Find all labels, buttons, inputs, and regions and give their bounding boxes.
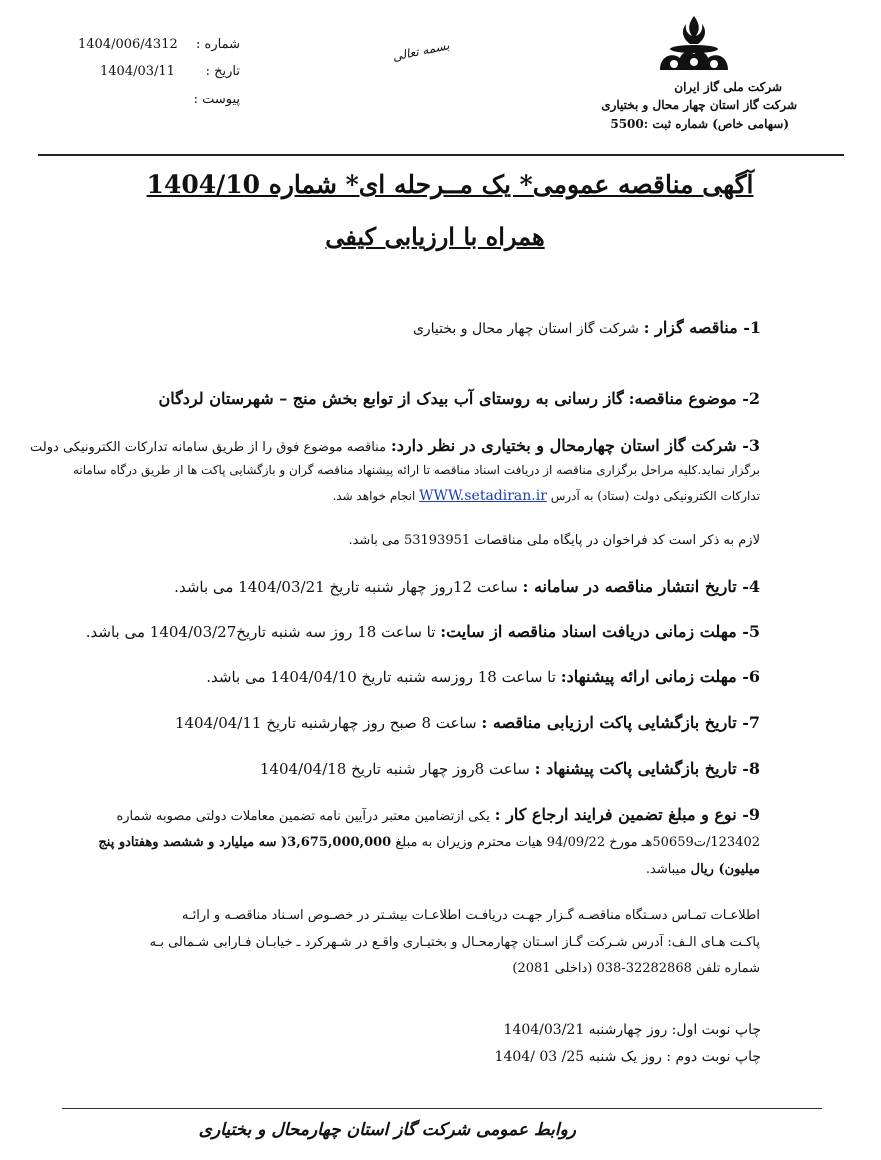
item-5-text: تا ساعت 18 روز سه شنبه تاریخ1404/03/27 می باشد. [85, 623, 436, 641]
company-registration: (سهامی خاص) شماره ثبت :5500 [610, 117, 789, 131]
item-4-text: ساعت 12روز چهار شنبه تاریخ 1404/03/21 می باشد. [174, 578, 518, 596]
item-3-line-2: برگزار نماید.کلیه مراحل برگزاری مناقصه از دریافت اسناد مناقصه تا ارائه پیشنهاد مناقصه گران و بازگشایی پاکت ها از طریق درگاه سامانه [72, 463, 760, 477]
item-9-line-3 [646, 862, 760, 877]
item-8 [260, 759, 760, 778]
item-8-text: ساعت 8روز چهار شنبه تاریخ 1404/04/18 [259, 760, 530, 778]
setadiran-link[interactable]: WWW.setadiran.ir [419, 488, 547, 504]
letter-date-label: تاریخ : [205, 64, 240, 79]
item-9-line-3-post: میباشد. [645, 862, 687, 877]
letter-attachment-label: پیوست : [193, 92, 240, 107]
letter-date-value: 1404/03/11 [100, 64, 175, 79]
company-name: شرکت ملی گاز ایران [674, 80, 782, 94]
notice-title: آگهی مناقصه عمومی* یک مــرحله ای* شماره 1404/10 [146, 170, 754, 199]
item-9-amount-cont: میلیون) ریال [690, 862, 760, 877]
footer-divider [62, 1108, 822, 1109]
print-first: چاپ نوبت اول: روز چهارشنبه 1404/03/21 [503, 1022, 761, 1038]
item-5 [86, 622, 760, 641]
item-2-text: گاز رسانی به روستای آب بیدک از توابع بخش منج – شهرستان لردگان [158, 389, 624, 408]
item-7-text: ساعت 8 صبح روز چهارشنبه تاریخ 1404/04/11 [174, 714, 477, 732]
item-3-label: 3- شرکت گاز استان چهارمحال و بختیاری در نظر دارد: [390, 436, 760, 455]
letter-number-label: شماره : [196, 37, 240, 52]
contact-line-3: شماره تلفن 32282868-038 (داخلی 2081) [512, 961, 760, 976]
company-subsidiary: شرکت گاز استان چهار محال و بختیاری [601, 98, 797, 112]
item-3-line-3-post: انجام خواهد شد. [332, 489, 416, 503]
letter-number-row [70, 37, 250, 55]
footer-public-relations: روابط عمومی شرکت گاز استان چهارمحال و بختیاری [198, 1120, 576, 1140]
bismillah: بسمه تعالی [391, 38, 451, 64]
item-9-label: 9- نوع و مبلغ تضمین فرایند ارجاع کار : [494, 805, 760, 824]
item-3-line-1-text: مناقصه موضوع فوق را از طریق سامانه تدارکات الکترونیکی دولت [30, 440, 387, 455]
item-8-label: 8- تاریخ بازگشایی پاکت پیشنهاد : [534, 759, 760, 778]
item-2-label: 2- موضوع مناقصه: [628, 389, 760, 408]
contact-line-2: پاکـت هـای الـف: آدرس شـرکت گـاز اسـتان چهارمحـال و بختیـاری واقـع در شـهرکرد ـ خیابـان فـارابی شـمالی بـه [149, 935, 760, 950]
item-9-line-1-text: یکی ازتضامین معتبر درآیین نامه تضمین معاملات دولتی مصوبه شماره [116, 809, 490, 824]
item-2 [159, 389, 760, 408]
item-7-label: 7- تاریخ بازگشایی پاکت ارزیابی مناقصه : [481, 713, 760, 732]
item-1-label: 1- مناقصه گزار : [643, 318, 761, 337]
item-6 [206, 667, 760, 686]
item-9-line-2 [98, 835, 760, 850]
letter-number-value: 1404/006/4312 [78, 37, 178, 52]
item-5-label: 5- مهلت زمانی دریافت اسناد مناقصه از سایت: [440, 622, 760, 641]
notice-subtitle: همراه با ارزیابی کیفی [325, 222, 545, 251]
item-3-line-3-pre: تدارکات الکترونیکی دولت (ستاد) به آدرس [550, 489, 760, 503]
item-1-text: شرکت گاز استان چهار محال و بختیاری [412, 321, 639, 337]
print-second: چاپ نوبت دوم : روز یک شنبه 25/ 03 /1404 [494, 1049, 761, 1065]
item-3-line-1 [30, 436, 760, 455]
item-4 [174, 577, 760, 596]
letter-date-row [70, 64, 250, 82]
item-9-line-2-pre: 123402/ت50659هـ مورخ 94/09/22 هیات محترم وزیران به مبلغ [395, 835, 760, 850]
tender-code-note: لازم به ذکر است کد فراخوان در پایگاه ملی مناقصات 53193951 می باشد. [348, 533, 760, 548]
item-7 [175, 713, 760, 732]
item-3-line-3 [332, 488, 760, 504]
header-divider [38, 154, 844, 156]
contact-line-1: اطلاعـات تمـاس دسـتگاه مناقصـه گـزار جهـت دریافـت اطلاعـات بیشـتر در خصـوص اسـناد مناقصـه و ارائـه [181, 908, 760, 923]
item-6-text: تا ساعت 18 روزسه شنبه تاریخ 1404/04/10 می باشد. [206, 668, 556, 686]
nigc-logo-icon [652, 14, 736, 76]
item-4-label: 4- تاریخ انتشار مناقصه در سامانه : [522, 577, 760, 596]
item-1 [413, 318, 761, 337]
letter-attachment-row [70, 92, 250, 110]
item-9-line-1 [116, 805, 760, 824]
item-6-label: 6- مهلت زمانی ارائه پیشنهاد: [560, 667, 760, 686]
item-9-amount: 3,675,000,000( سه میلیارد و ششصد وهفتادو پنج [98, 835, 392, 850]
